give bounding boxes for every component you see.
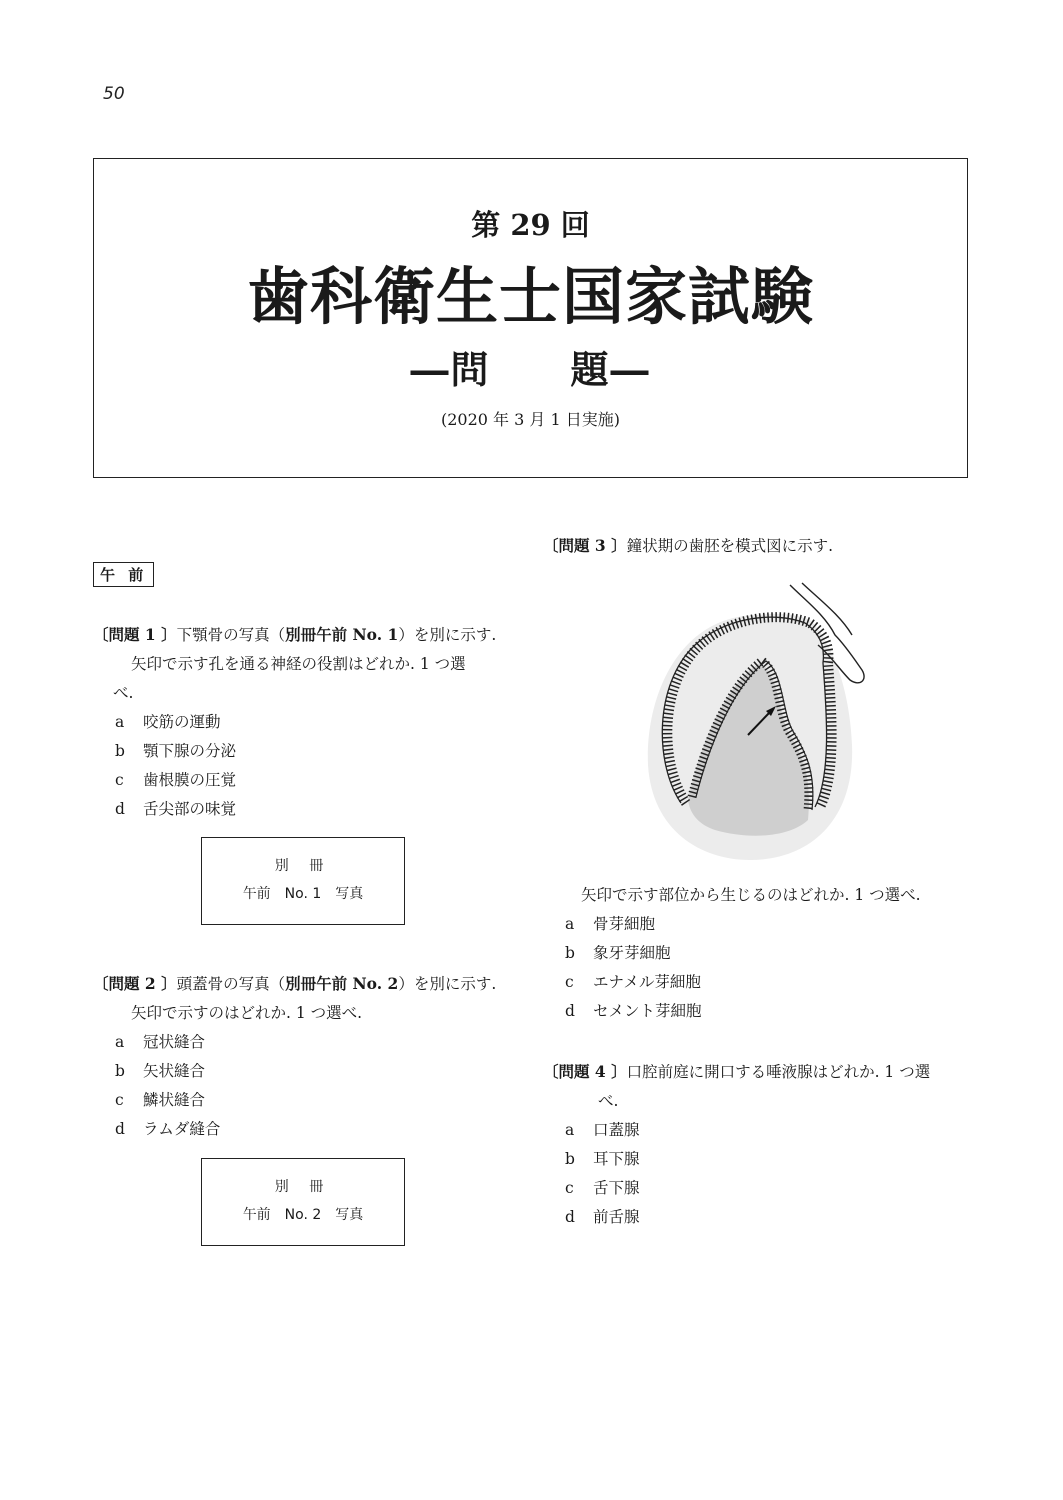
option-letter: c <box>115 771 124 789</box>
question-1-text-end: ）を別に示す. <box>398 626 497 644</box>
option-b[interactable] <box>93 1057 533 1086</box>
option-letter: d <box>115 1120 125 1138</box>
option-text: 咬筋の運動 <box>143 713 221 731</box>
option-text: ラムダ縫合 <box>143 1120 221 1138</box>
option-text: 矢状縫合 <box>143 1062 206 1080</box>
option-letter: b <box>565 1150 575 1168</box>
option-text: セメント芽細胞 <box>593 1002 702 1020</box>
option-letter: d <box>565 1002 575 1020</box>
question-4-stem <box>543 1057 983 1087</box>
booklet-detail: 午前 No. 2 写真 <box>242 1207 364 1223</box>
question-3-label: 〔問題 3 〕 <box>543 536 627 555</box>
question-3-body <box>543 881 983 1026</box>
title-box <box>93 158 968 478</box>
option-d[interactable] <box>93 795 533 824</box>
option-letter: a <box>565 915 575 933</box>
question-2-stem <box>93 969 533 999</box>
booklet-reference-2 <box>201 1158 405 1246</box>
option-letter: b <box>115 742 125 760</box>
question-4-options <box>543 1116 983 1232</box>
booklet-reference-1 <box>201 837 405 925</box>
option-letter: d <box>565 1208 575 1226</box>
question-2-booklet-ref: 別冊午前 No. 2 <box>285 974 399 993</box>
session-label: 午 前 <box>93 562 154 587</box>
option-text: 象牙芽細胞 <box>593 944 671 962</box>
option-letter: a <box>115 713 125 731</box>
question-4-label: 〔問題 4 〕 <box>543 1062 627 1081</box>
option-b[interactable] <box>543 1145 983 1174</box>
option-a[interactable] <box>93 708 533 737</box>
booklet-title: 別 冊 <box>274 858 332 874</box>
option-text: 口蓋腺 <box>593 1121 640 1139</box>
option-text: 舌下腺 <box>593 1179 640 1197</box>
option-text: 鱗状縫合 <box>143 1091 206 1109</box>
option-text: 歯根膜の圧覚 <box>143 771 237 789</box>
question-1-line3: べ. <box>113 684 134 702</box>
question-1-options <box>93 708 533 824</box>
exam-title: 歯科衛生士国家試験 <box>246 260 814 333</box>
exam-subtitle: ―問 題― <box>410 347 651 392</box>
option-text: エナメル芽細胞 <box>593 973 701 991</box>
question-3 <box>543 531 983 561</box>
option-letter: c <box>565 973 574 991</box>
option-a[interactable] <box>543 910 983 939</box>
question-1-line2: 矢印で示す孔を通る神経の役割はどれか. 1 つ選 <box>131 655 466 673</box>
page-number: 50 <box>103 84 125 104</box>
option-letter: d <box>115 800 125 818</box>
question-2 <box>93 969 533 1144</box>
question-3-stem <box>543 531 983 561</box>
option-text: 前舌腺 <box>593 1208 640 1226</box>
option-c[interactable] <box>93 1086 533 1115</box>
question-1-stem <box>93 620 533 650</box>
question-3-options <box>543 910 983 1026</box>
option-text: 耳下腺 <box>593 1150 640 1168</box>
option-d[interactable] <box>543 997 983 1026</box>
question-4-line2: べ. <box>598 1092 619 1110</box>
question-1-text: 下顎骨の写真（ <box>176 626 286 644</box>
exam-date: (2020 年 3 月 1 日実施) <box>441 410 620 429</box>
question-1-label: 〔問題 1 〕 <box>93 625 177 644</box>
option-letter: a <box>115 1033 125 1051</box>
option-a[interactable] <box>93 1028 533 1057</box>
tooth-germ-diagram <box>640 575 880 865</box>
option-letter: b <box>115 1062 125 1080</box>
option-d[interactable] <box>543 1203 983 1232</box>
question-1-booklet-ref: 別冊午前 No. 1 <box>285 625 399 644</box>
question-2-text: 頭蓋骨の写真（ <box>176 975 286 993</box>
question-2-options <box>93 1028 533 1144</box>
option-letter: b <box>565 944 575 962</box>
option-letter: c <box>565 1179 574 1197</box>
option-c[interactable] <box>93 766 533 795</box>
question-3-text: 鐘状期の歯胚を模式図に示す. <box>626 537 834 555</box>
option-letter: c <box>115 1091 124 1109</box>
option-b[interactable] <box>93 737 533 766</box>
option-text: 冠状縫合 <box>143 1033 206 1051</box>
option-text: 顎下腺の分泌 <box>143 742 237 760</box>
question-2-label: 〔問題 2 〕 <box>93 974 177 993</box>
exam-round: 第 29 回 <box>471 208 590 242</box>
question-2-line2: 矢印で示すのはどれか. 1 つ選べ. <box>131 1004 363 1022</box>
option-c[interactable] <box>543 968 983 997</box>
option-c[interactable] <box>543 1174 983 1203</box>
option-a[interactable] <box>543 1116 983 1145</box>
question-3-line2: 矢印で示す部位から生じるのはどれか. 1 つ選べ. <box>581 886 921 904</box>
option-text: 骨芽細胞 <box>593 915 656 933</box>
option-letter: a <box>565 1121 575 1139</box>
question-2-text-end: ）を別に示す. <box>398 975 497 993</box>
option-d[interactable] <box>93 1115 533 1144</box>
question-1 <box>93 620 533 824</box>
question-4 <box>543 1057 983 1232</box>
booklet-detail: 午前 No. 1 写真 <box>242 886 364 902</box>
option-text: 舌尖部の味覚 <box>143 800 237 818</box>
booklet-title: 別 冊 <box>274 1179 332 1195</box>
question-4-text: 口腔前庭に開口する唾液腺はどれか. 1 つ選 <box>626 1063 931 1081</box>
option-b[interactable] <box>543 939 983 968</box>
